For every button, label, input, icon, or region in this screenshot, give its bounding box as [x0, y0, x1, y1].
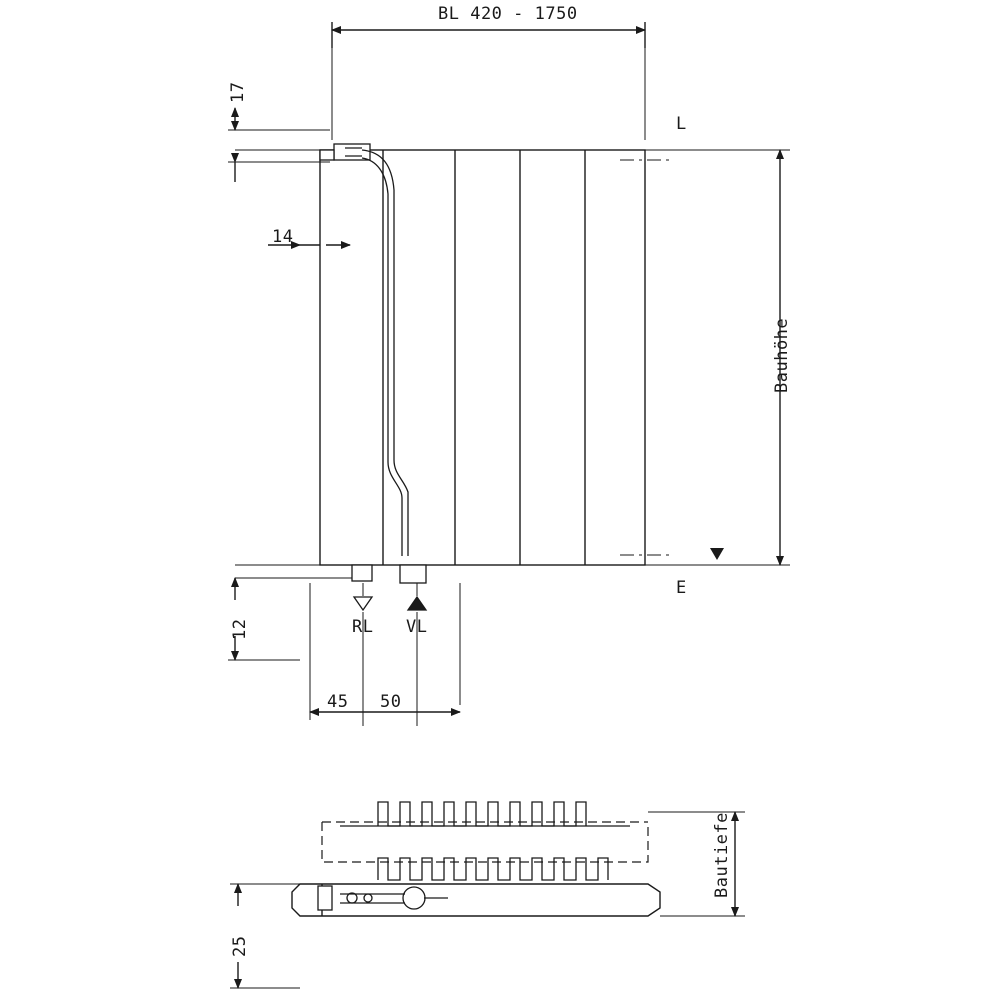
dim-overall-width	[332, 22, 645, 48]
label-base-height: 25	[230, 935, 250, 957]
label-inset: 14	[272, 227, 294, 247]
flow-symbols	[354, 583, 426, 610]
label-return-flow: RL	[352, 617, 374, 637]
label-bottom-offset: 12	[230, 618, 250, 640]
label-top-offset: 17	[228, 81, 248, 103]
front-panel-outline	[320, 150, 645, 565]
dim-height-bauhoehe	[645, 150, 790, 565]
dim-inset-14	[268, 245, 383, 262]
label-level-bottom: E	[676, 578, 687, 598]
dim-top-offset-17	[228, 108, 330, 182]
side-view	[230, 802, 745, 988]
label-rl-spacing: 45	[327, 692, 349, 712]
centerline-dashed	[620, 160, 672, 555]
label-level-top: L	[676, 114, 687, 134]
bottom-connectors	[352, 565, 426, 583]
label-supply-flow: VL	[406, 617, 428, 637]
label-overall-width: BL 420 - 1750	[438, 4, 578, 24]
internal-pipe	[362, 150, 408, 556]
label-depth: Bautiefe	[712, 812, 732, 898]
label-height: Bauhöhe	[772, 317, 792, 393]
label-vl-spacing: 50	[380, 692, 402, 712]
